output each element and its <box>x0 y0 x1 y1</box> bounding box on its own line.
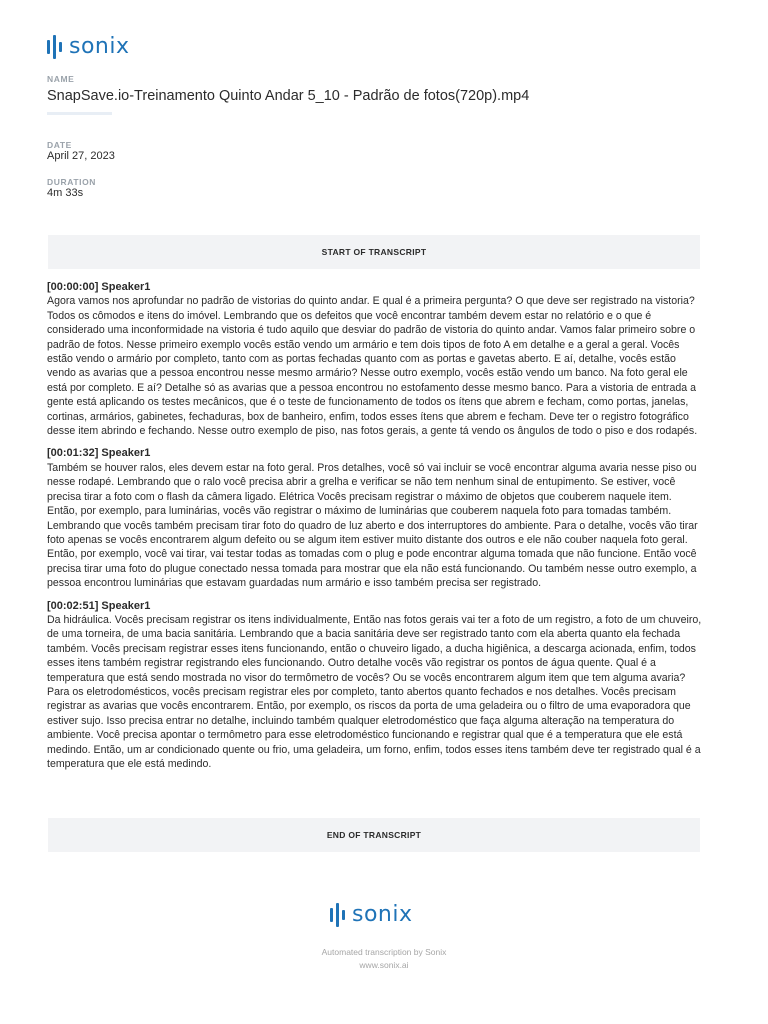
end-of-transcript-banner: END OF TRANSCRIPT <box>48 818 700 852</box>
duration-label: DURATION <box>47 177 97 187</box>
duration-value: 4m 33s <box>47 187 84 199</box>
segment-header: [00:02:51] Speaker1 <box>47 599 151 612</box>
transcript-body <box>47 280 702 779</box>
date-value: April 27, 2023 <box>47 150 115 162</box>
transcript-segment <box>47 446 702 590</box>
transcript-segment <box>47 599 702 772</box>
transcript-segment <box>47 280 702 438</box>
sonix-bars-icon <box>330 903 345 927</box>
segment-text: Agora vamos nos aprofundar no padrão de vistorias do quinto andar. E qual é a primeira pergunta? O que deve ser registrado na vistoria? Todos os cômodos e itens do imóvel. Lembrando que os defeitos que você encontrar também devem estar no relatório e o que é considerado uma inconformidade na vistoria é tudo aquilo que desviar do padrão de vistoria do quinto andar. Vamos falar primeiro sobre o padrão de fotos. Nesse primeiro exemplo vocês estão vendo um armário e tem dois tipos de foto A em detalhe e a geral a geral. Vocês estão vendo o armário por completo, tanto com as portas fechadas quanto com as portas e gavetas aberto. E aí, detalhe, vocês estão vendo as avarias que a pessoa encontrou nesse mesmo armário? Nesse outro exemplo, vocês estão vendo um banco. Na foto geral ele está por completo. E aí? Detalhe só as avarias que a pessoa encontrou no estofamento desse mesmo banco. Para a vistoria de entrada a gente está aplicando os testes mecânicos, que é o teste de funcionamento de todos os ítens que abrem e fecham, como portas, janelas, cortinas, armários, gabinetes, fechaduras, box de banheiro, enfim, todos esses ítens que abrem e fecham. Deve ter o registro fotográfico desse item abrindo e fechando. Nesse outro exemplo de piso, nas fotos gerais, a gente tá vendo os ângulos de todo o piso e dos rodapés. <box>47 295 698 438</box>
divider <box>47 112 112 115</box>
sonix-logo-footer <box>330 902 413 927</box>
footer-credit: Automated transcription by Sonix <box>321 947 447 957</box>
segment-text: Da hidráulica. Vocês precisam registrar os itens individualmente, Então nas fotos gerais vai ter a foto de um registro, a foto de um chuveiro, de uma torneira, de uma bacia sanitária. Lembrando que a bacia sanitária deve ser registrado tanto com ela aberta quanto ela fechada também. Vocês precisam registrar esses itens funcionando, então o chuveiro ligado, a ducha higiênica, a descarga acionada, enfim, todos esses itens também registrar registrando eles funcionando. Outro detalhe vocês vão registrar os pontos de água quente. Qual é a temperatura que está sendo mostrada no visor do termômetro de vocês? Ou se vocês encontrarem algum item que tem alguma avaria? Para os eletrodomésticos, vocês precisam registrar eles por completo, tanto abertos quanto fechados e nos detalhes. Vocês precisam registrar as avarias que vocês encontrarem. Então, por exemplo, os riscos da porta de uma geladeira ou o filtro de uma evaporadora que estiver sujo. Isso precisa entrar no detalhe, incluindo também qualquer eletrodoméstico que faça alguma alteração na temperatura do ambiente. Você precisa apontar o termômetro para esse eletrodoméstico funcionando e registrar qual que é a temperatura que ele está medindo. Então, um ar condicionado quente ou frio, uma geladeira, um forno, enfim, todos esses itens também deve ter registrado qual é a temperatura que ele está medindo. <box>47 613 702 770</box>
date-label: DATE <box>47 140 72 150</box>
segment-text: Também se houver ralos, eles devem estar na foto geral. Pros detalhes, você só vai incluir se você encontrar alguma avaria nesse piso ou nesse rodapé. Lembrando que o ralo você precisa abrir a grelha e verificar se não tem nenhum sinal de entupimento. Se estiver, você precisa tirar a foto com o flash da câmera ligado. Elétrica Vocês precisam registrar o máximo de objetos que couberem naquele item. Então, por exemplo, para luminárias, vocês vão registrar o máximo de luminárias que couberem naquela foto para tomadas também. Lembrando que vocês também precisam tirar foto do quadro de luz aberto e dos interruptores do ambiente. Para o detalhe, vocês vão tirar foto apenas se vocês encontrarem algum defeito ou se algum item estiver muito distante dos outros e ele não couber naquela foto geral. Então, por exemplo, você vai tirar, vai testar todas as tomadas com o plug e pode encontrar alguma tomada que não funcione. Então você precisa tirar uma foto do plugue conectado nessa tomada para mostrar que ela não está funcionando. Ou também nesse outro exemplo, a pessoa encontrou luminárias que estavam guardadas num armário e isso também precisa ser registrado. <box>47 461 698 590</box>
sonix-bars-icon <box>47 35 62 59</box>
sonix-wordmark: sonix <box>352 902 413 927</box>
sonix-logo <box>47 34 130 59</box>
name-label: NAME <box>47 74 75 84</box>
start-of-transcript-banner: START OF TRANSCRIPT <box>48 235 700 269</box>
sonix-wordmark: sonix <box>69 34 130 59</box>
file-name: SnapSave.io-Treinamento Quinto Andar 5_10 - Padrão de fotos(720p).mp4 <box>47 88 530 104</box>
segment-header: [00:00:00] Speaker1 <box>47 281 151 293</box>
segment-header: [00:01:32] Speaker1 <box>47 447 151 460</box>
footer-url[interactable]: www.sonix.ai <box>359 960 409 970</box>
